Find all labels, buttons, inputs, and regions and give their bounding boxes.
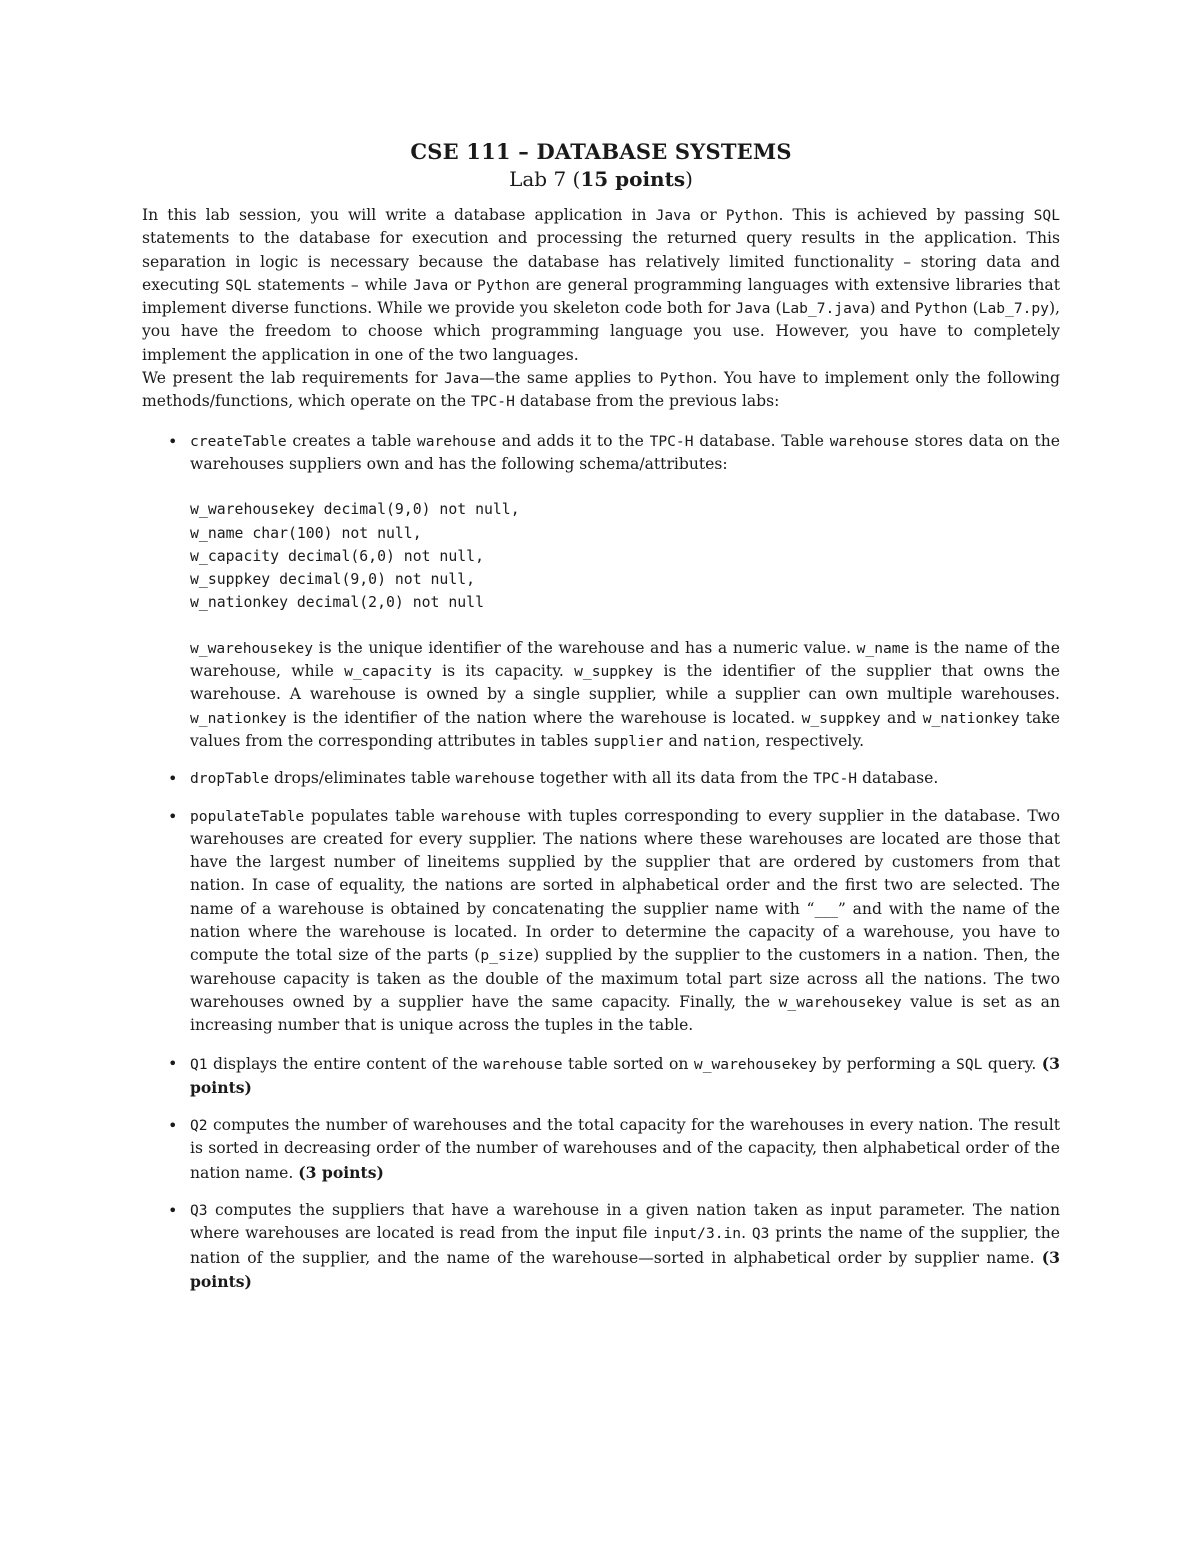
list-item [142,767,1060,790]
code-term: Java [413,276,449,294]
list-item-text: • Q3 computes the suppliers that have a warehouse in a given nation taken as input parameter. The nation where warehouses are located is read from the input file input/3.in. Q3 prints the name of the supplier, the nation of the supplier, and the name of the warehouse—sorted in alphabetical order by supplier name. (3 points) [190,1200,1060,1291]
list-item [142,1199,1060,1294]
list-item-description: w_warehousekey is the unique identifier of the warehouse and has a numeric value. w_name is the name of the warehouse, while w_capacity is its capacity. w_suppkey is the identifier of the supplier that owns the warehouse. A warehouse is owned by a single supplier, while a supplier can own multiple warehouses. w_nationkey is the identifier of the nation where the warehouse is located. w_suppkey and w_nationkey take values from the corresponding attributes in tables supplier and nation, respectively. [190,638,1060,750]
points-label: (3 points) [190,1247,1060,1291]
code-term: Q3 [190,1201,208,1219]
intro-paragraph-2: We present the lab requirements for Java—the same applies to Python. You have to implement only the following methods/functions, which operate on the TPC-H database from the previous labs: [142,369,1060,411]
code-term: Python [477,276,530,294]
code-term: nation [702,732,756,750]
code-term: w_warehousekey [778,993,902,1011]
requirements-list [142,430,1060,1295]
code-term: w_nationkey [922,709,1020,727]
list-item [142,1114,1060,1185]
schema-block [190,498,1060,614]
code-term: input/3.in [653,1225,742,1243]
code-term: Lab_7.py [978,300,1049,318]
list-item [142,1052,1060,1101]
code-term: Java [444,370,480,388]
code-term: Java [655,207,691,224]
code-term: Q3 [751,1225,770,1243]
schema-line: w_warehousekey decimal(9,0) not null, [190,501,520,519]
code-term: warehouse [416,432,497,450]
code-term: Q2 [190,1117,208,1135]
page-subtitle [142,166,1060,192]
code-term: w_suppkey [801,709,881,727]
code-term: SQL [956,1055,983,1073]
code-term: SQL [225,276,252,294]
code-term: w_name [856,639,910,657]
subtitle-suffix: ) [685,167,693,191]
code-term: Python [659,370,713,388]
code-term: w_warehousekey [190,639,314,657]
schema-line: w_nationkey decimal(2,0) not null [190,594,484,612]
points-label: (3 points) [298,1162,384,1182]
list-item-text: • populateTable populates table warehouse with tuples corresponding to every supplier in the database. Two warehouses are created for every supplier. The nations where these warehouses are located are those that have the largest number of lineitems supplied by the supplier that are ordered by customers from that nation. In case of equality, the nations are sorted in alphabetical order and the first two are selected. The name of a warehouse is obtained by concatenating the supplier name with “___” and with the name of the nation where the warehouse is located. In order to determine the capacity of a warehouse, you have to compute the total size of the parts (p_size) supplied by the supplier to the customers in a nation. Then, the warehouse capacity is taken as the double of the maximum total part size across all the nations. The two warehouses owned by a supplier have the same capacity. Finally, the w_warehousekey value is set as an increasing number that is unique across the tuples in the table. [190,806,1060,1035]
document-content [142,138,1060,1308]
code-term: warehouse [829,432,909,450]
list-item-text: • createTable creates a table warehouse and adds it to the TPC-H database. Table warehouse stores data on the warehouses suppliers own and has the following schema/attributes: [190,431,1060,473]
code-term: w_nationkey [190,709,287,727]
list-item [142,805,1060,1038]
code-term: w_suppkey [574,663,654,681]
code-term: w_warehousekey [693,1055,817,1073]
code-term: p_size [480,947,534,965]
list-item-text: • Q1 displays the entire content of the warehouse table sorted on w_warehousekey by performing a SQL query. (3 points) [190,1053,1060,1097]
subtitle-points: 15 points [580,167,686,191]
schema-line: w_capacity decimal(6,0) not null, [190,547,484,565]
list-item [142,430,1060,754]
schema-line: w_name char(100) not null, [190,524,422,542]
code-term: Java [735,300,771,318]
code-term: createTable [190,432,287,450]
code-term: supplier [593,732,664,750]
code-term: w_capacity [344,663,432,681]
page-title: CSE 111 – DATABASE SYSTEMS [410,139,792,164]
code-term: Python [725,207,779,224]
code-term: TPC-H [470,393,515,411]
code-term: TPC-H [649,432,694,450]
code-term: SQL [1033,207,1060,224]
intro-paragraph-1: In this lab session, you will write a database application in Java or Python. This is achieved by passing SQL statements to the database for execution and processing the returned query results in the application. This separation in logic is necessary because the database has relatively limited functionality – storing data and executing SQL statements – while Java or Python are general programming languages with extensive libraries that implement diverse functions. While we provide you skeleton code both for Java (Lab_7.java) and Python (Lab_7.py), you have the freedom to choose which programming language you use. However, you have to completely implement the application in one of the two languages. [142,206,1061,364]
code-term: Lab_7.java [781,300,870,318]
list-item-text: • dropTable drops/eliminates table warehouse together with all its data from the TPC-H database. [190,769,939,788]
schema-line: w_suppkey decimal(9,0) not null, [190,571,476,589]
code-term: populateTable [190,807,305,825]
code-term: Q1 [190,1055,208,1073]
code-term: dropTable [190,770,270,788]
code-term: warehouse [455,770,535,788]
code-term: warehouse [483,1055,563,1073]
code-term: Python [914,300,968,318]
subtitle-prefix: Lab 7 ( [509,167,581,191]
code-term: TPC-H [813,770,858,788]
points-label: (3 points) [190,1053,1060,1097]
list-item-text: • Q2 computes the number of warehouses and the total capacity for the warehouses in every nation. The result is sorted in decreasing order of the number of warehouses and of the capacity, then alphabetical order of the nation name. (3 points) [190,1116,1060,1182]
code-term: warehouse [441,807,521,825]
